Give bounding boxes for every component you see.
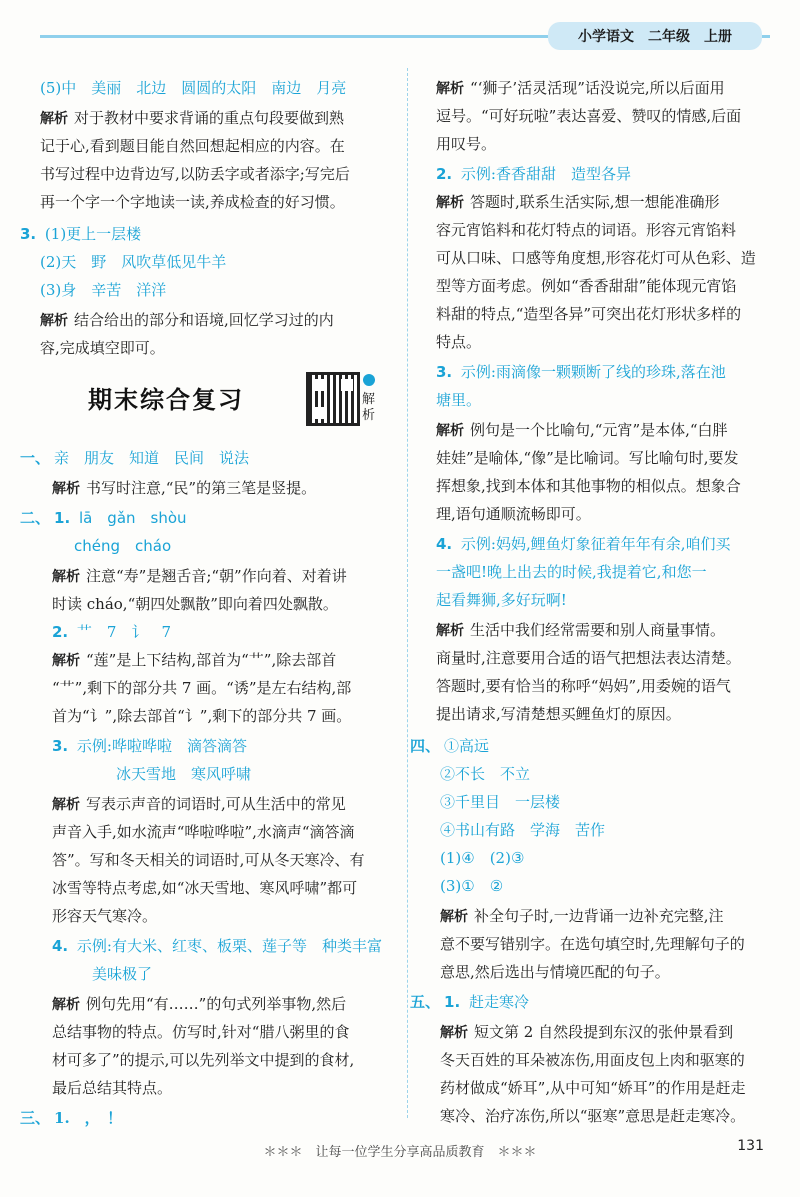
explanation: 解析 写表示声音的词语时,可从生活中的常见	[52, 795, 346, 813]
explanation-line: 总结事物的特点。仿写时,针对“腊八粥里的食	[52, 1023, 350, 1041]
s2-q1-answer: 二、 1. lā gǎn shòu	[20, 509, 187, 527]
s2-q4-answer-line: 美味极了	[92, 965, 153, 983]
s4-answer-line: ②不长 不立	[440, 765, 531, 783]
s4-answer-line: ④书山有路 学海 苦作	[440, 821, 606, 839]
column-divider	[407, 68, 408, 1118]
header-grade: 二年级	[648, 29, 690, 45]
explanation-line: 声音入手,如水流声“哗啦哗啦”,水滴声“滴答滴	[52, 823, 355, 841]
r3-answer: 3. 示例:雨滴像一颗颗断了线的珍珠,落在池	[436, 363, 726, 381]
explanation-line: 容元宵馅料和花灯特点的词语。形容元宵馅料	[436, 221, 737, 239]
r2-answer: 2. 示例:香香甜甜 造型各异	[436, 165, 631, 183]
s3-answer: 三、 1. ， ！	[20, 1109, 123, 1127]
explanation-line: 冬天百姓的耳朵被冻伤,用面皮包上肉和驱寒的	[440, 1051, 745, 1069]
explanation: 解析 “‘狮子’活灵活现”话没说完,所以后面用	[436, 79, 725, 97]
s2-q2-answer: 2. 艹 7 讠 7	[52, 623, 172, 641]
explanation-line: 冰雪等特点考虑,如“冰天雪地、寒风呼啸”都可	[52, 879, 358, 897]
explanation: 解析 “莲”是上下结构,部首为“艹”,除去部首	[52, 651, 337, 669]
header-subject: 小学语文	[578, 29, 634, 45]
explanation-line: 答”。写和冬天相关的词语时,可从冬天寒冷、有	[52, 851, 365, 869]
s2-q3-answer: 3. 示例:哗啦哗啦 滴答滴答	[52, 737, 247, 755]
explanation-line: 理,语句通顺流畅即可。	[436, 505, 591, 523]
s5-answer: 五、 1. 赶走寒冷	[410, 993, 529, 1011]
explanation-line: 容,完成填空即可。	[40, 339, 165, 357]
explanation-line: 商量时,注意要用合适的语气把想法表达清楚。	[436, 649, 741, 667]
q3-answer-line: (2)天 野 风吹草低见牛羊	[40, 253, 227, 271]
qr-label: 解析	[362, 392, 376, 423]
explanation: 解析 书写时注意,“民”的第三笔是竖提。	[52, 479, 317, 497]
explanation-line: 娃娃”是喻体,“像”是比喻词。写比喻句时,要发	[436, 449, 739, 467]
explanation-line: 提出请求,写清楚想买鲤鱼灯的原因。	[436, 705, 681, 723]
page-number: 131	[737, 1138, 764, 1154]
footer-slogan: ＊＊＊ 让每一位学生分享高品质教育 ＊＊＊	[263, 1145, 537, 1160]
explanation-line: 首为“讠”,除去部首“讠”,剩下的部分共 7 画。	[52, 707, 352, 725]
explanation: 解析 对于教材中要求背诵的重点句段要做到熟	[40, 106, 344, 130]
explanation-line: 可从口味、口感等角度想,形容花灯可从色彩、造	[436, 249, 756, 267]
explanation-line: 挥想象,找到本体和其他事物的相似点。想象合	[436, 477, 741, 495]
explanation-line: 答题时,要有恰当的称呼“妈妈”,用委婉的语气	[436, 677, 731, 695]
section-title: 期末综合复习	[88, 386, 244, 414]
explanation-line: 料甜的特点,“造型各异”可突出花灯形状多样的	[436, 305, 742, 323]
explanation-line: 记于心,看到题目能自然回想起相应的内容。在	[40, 137, 345, 155]
r4-answer: 4. 示例:妈妈,鲤鱼灯象征着年年有余,咱们买	[436, 535, 731, 553]
explanation: 解析 生活中我们经常需要和别人商量事情。	[436, 621, 726, 639]
explanation-line: “艹”,剩下的部分共 7 画。“诱”是左右结构,部	[52, 679, 352, 697]
explanation: 解析 答题时,联系生活实际,想一想能准确形	[436, 193, 720, 211]
explanation-line: 型等方面考虑。例如“香香甜甜”能体现元宵馅	[436, 277, 737, 295]
explanation-line: 特点。	[436, 333, 482, 351]
explanation: 解析 补全句子时,一边背诵一边补充完整,注	[440, 907, 724, 925]
explanation-line: 用叹号。	[436, 135, 497, 153]
header-label	[548, 22, 762, 50]
explanation-tag: 解析	[40, 111, 68, 127]
explanation-line: 再一个字一个字地读一读,养成检查的好习惯。	[40, 193, 345, 211]
explanation-line: 材可多了”的提示,可以先列举文中提到的食材,	[52, 1051, 355, 1069]
s1-answer: 一、 亲 朋友 知道 民间 说法	[20, 449, 250, 467]
explanation: 解析 短文第 2 自然段提到东汉的张仲景看到	[440, 1023, 734, 1041]
explanation-line: 意不要写错别字。在选句填空时,先理解句子的	[440, 935, 745, 953]
s2-q1-answer-line: chéng cháo	[74, 537, 172, 555]
s4-answer-line: (1)④ (2)③	[440, 849, 525, 867]
s4-answer: 四、 ①高远	[410, 737, 490, 755]
r3-answer-line: 塘里。	[436, 391, 482, 409]
header-volume: 上册	[704, 29, 732, 45]
explanation-line: 药材做成“娇耳”,从中可知“娇耳”的作用是赶走	[440, 1079, 746, 1097]
explanation-line: 逗号。“可好玩啦”表达喜爱、赞叹的情感,后面	[436, 107, 742, 125]
explanation-line: 形容天气寒冷。	[52, 907, 158, 925]
explanation: 解析 例句先用“有……”的句式列举事物,然后	[52, 995, 347, 1013]
explanation: 解析 例句是一个比喻句,“元宵”是本体,“白胖	[436, 421, 728, 439]
r4-answer-line: 一盏吧!晚上出去的时候,我提着它,和您一	[436, 563, 707, 581]
q3-answer-line: (3)身 辛苦 洋洋	[40, 281, 167, 299]
qr-code[interactable]	[306, 372, 360, 426]
q3-answer: 3. (1)更上一层楼	[20, 225, 142, 243]
explanation-line: 寒冷、治疗冻伤,所以“驱寒”意思是赶走寒冷。	[440, 1107, 746, 1125]
explanation-line: 最后总结其特点。	[52, 1079, 173, 1097]
explanation-line: 意思,然后选出与情境匹配的句子。	[440, 963, 670, 981]
play-icon	[363, 374, 375, 386]
explanation-line: 书写过程中边背边写,以防丢字或者添字;写完后	[40, 165, 350, 183]
s2-q3-answer-line: 冰天雪地 寒风呼啸	[116, 765, 252, 783]
explanation: 解析 注意“寿”是翘舌音;“朝”作向着、对着讲	[52, 567, 347, 585]
r4-answer-line: 起看舞狮,多好玩啊!	[436, 591, 567, 609]
s2-q4-answer: 4. 示例:有大米、红枣、板栗、莲子等 种类丰富	[52, 937, 382, 955]
answer-line: (5)中 美丽 北边 圆圆的太阳 南边 月亮	[40, 79, 347, 97]
explanation-line: 时读 cháo,“朝四处飘散”即向着四处飘散。	[52, 595, 338, 613]
s4-answer-line: ③千里目 一层楼	[440, 793, 561, 811]
explanation: 解析 结合给出的部分和语境,回忆学习过的内	[40, 311, 334, 329]
s4-answer-line: (3)① ②	[440, 877, 504, 895]
